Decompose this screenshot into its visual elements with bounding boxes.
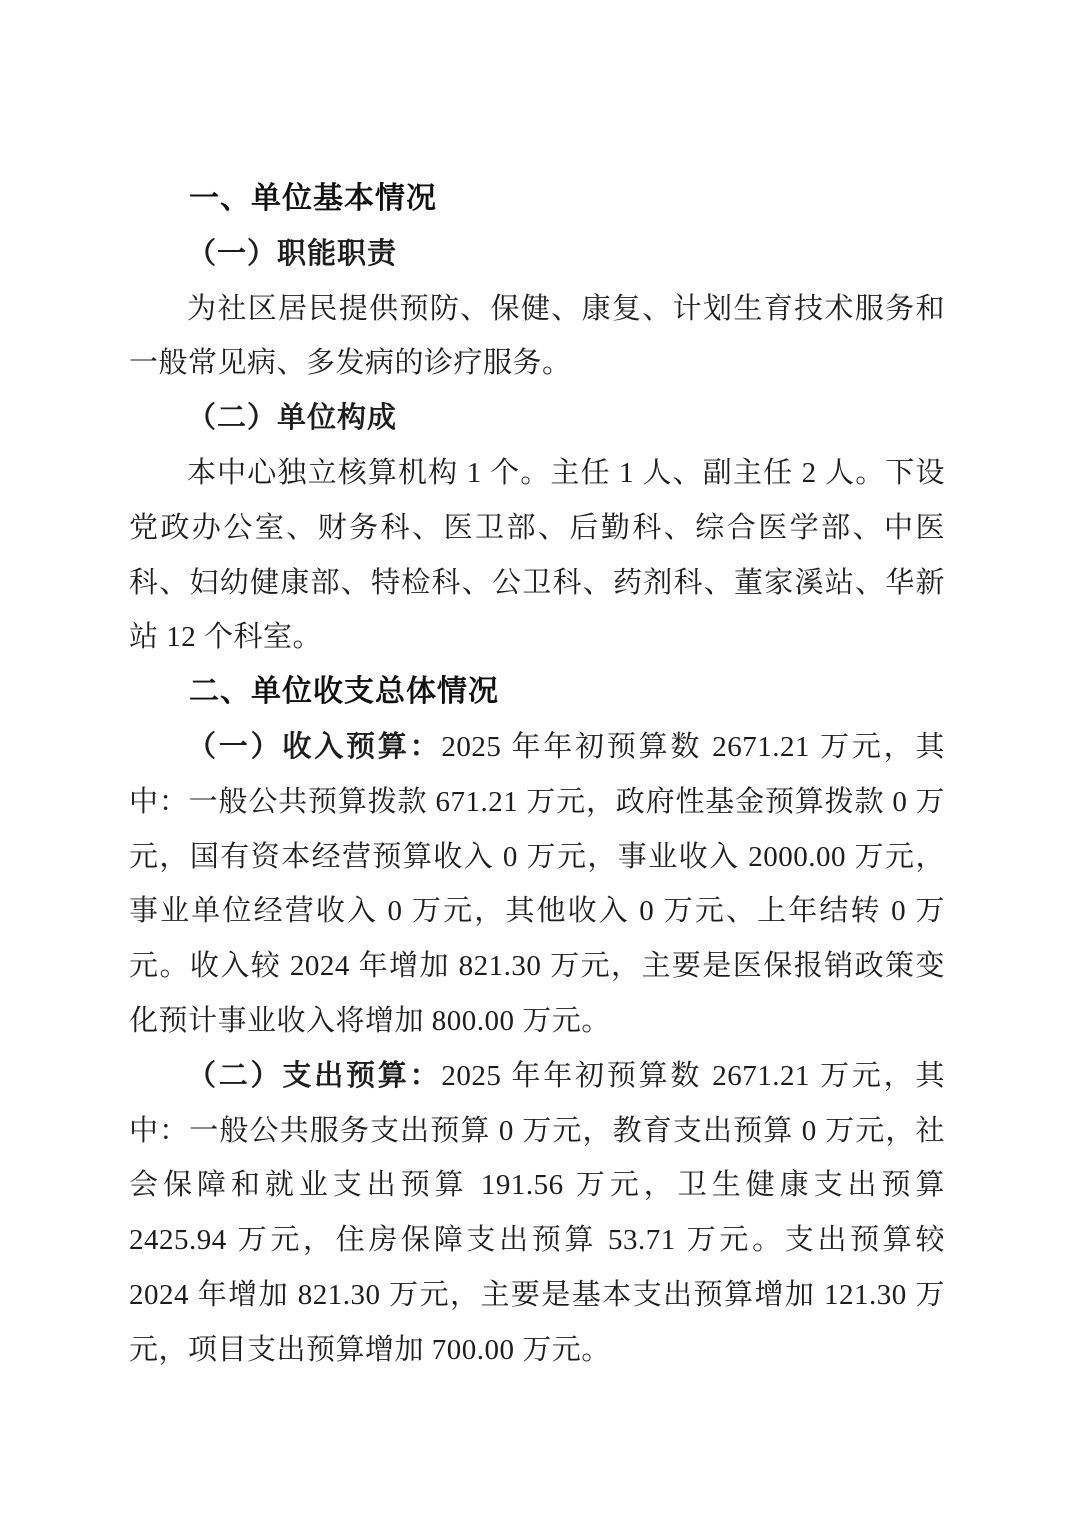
paragraph-revenue-budget-lead: （一）收入预算：	[187, 730, 442, 763]
section-heading-basic-info: 一、单位基本情况	[189, 182, 437, 215]
document-body	[129, 172, 945, 1378]
paragraph-expenditure-budget-lead: （二）支出预算：	[187, 1059, 442, 1092]
paragraph-expenditure-budget	[129, 1049, 945, 1378]
subsection-heading-duties: （一）职能职责	[187, 237, 398, 270]
paragraph-expenditure-budget-text: 2025 年年初预算数 2671.21 万元，其中：一般公共服务支出预算 0 万元，教育支出预算 0 万元，社会保障和就业支出预算 191.56 万元，卫生健康支出预算 2425.94 万元，住房保障支出预算 53.71 万元。支出预算较 2024 年增加 821.30 万元，主要是基本支出预算增加 121.30 万元，项目支出预算增加 700.00 万元。	[129, 1059, 945, 1366]
paragraph-unit-composition: 本中心独立核算机构 1 个。主任 1 人、副主任 2 人。下设党政办公室、财务科、医卫部、后勤科、综合医学部、中医科、妇幼健康部、特检科、公卫科、药剂科、董家溪站、华新站 12 个科室。	[129, 456, 945, 654]
paragraph-duties: 为社区居民提供预防、保健、康复、计划生育技术服务和一般常见病、多发病的诊疗服务。	[129, 292, 945, 380]
paragraph-revenue-budget	[129, 720, 945, 1049]
section-heading-revenue-expenditure-overview: 二、单位收支总体情况	[189, 675, 499, 709]
subsection-heading-unit-composition: （二）单位构成	[187, 402, 398, 435]
paragraph-revenue-budget-text: 2025 年年初预算数 2671.21 万元，其中：一般公共预算拨款 671.21 万元，政府性基金预算拨款 0 万元，国有资本经营预算收入 0 万元，事业收入 2000.00 万元，事业单位经营收入 0 万元，其他收入 0 万元、上年结转 0 万元。收入较 2024 年增加 821.30 万元，主要是医保报销政策变化预计事业收入将增加 800.00 万元。	[129, 730, 945, 1037]
